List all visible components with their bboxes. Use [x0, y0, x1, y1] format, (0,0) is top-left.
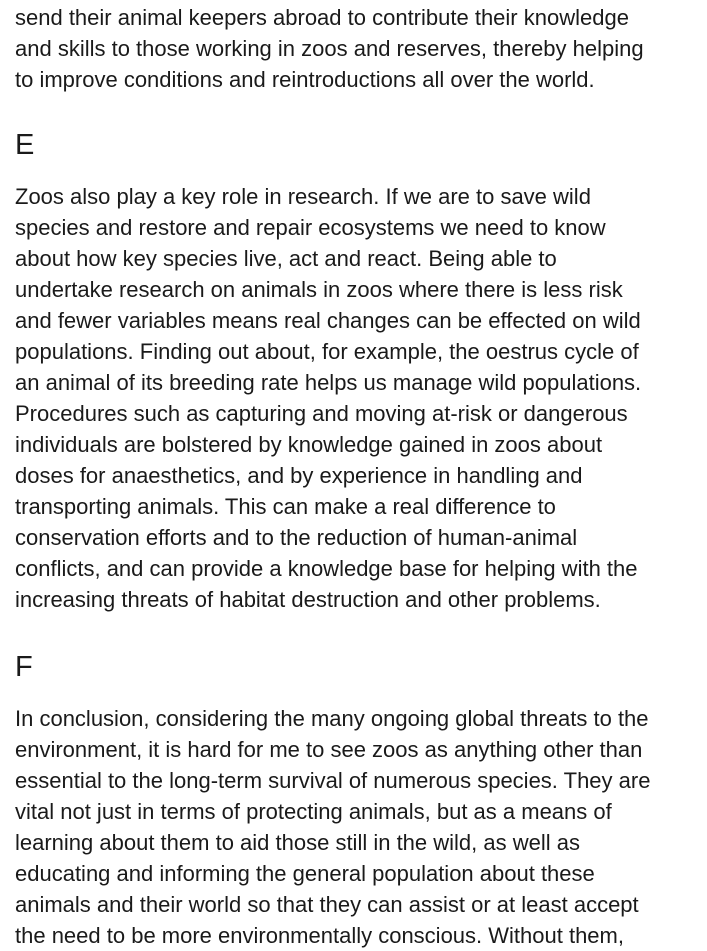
text-line: and fewer variables means real changes can be effected on wild	[15, 308, 641, 333]
text-line: learning about them to aid those still in the wild, as well as	[15, 830, 580, 855]
text-line: about how key species live, act and react. Being able to	[15, 246, 557, 271]
text-line: the need to be more environmentally conscious. Without them,	[15, 923, 624, 948]
text-line: an animal of its breeding rate helps us manage wild populations.	[15, 370, 642, 395]
text-line: individuals are bolstered by knowledge gained in zoos about	[15, 432, 603, 457]
text-line: populations. Finding out about, for example, the oestrus cycle of	[15, 339, 639, 364]
section-f-paragraph	[15, 703, 703, 951]
text-line: Procedures such as capturing and moving at-risk or dangerous	[15, 401, 628, 426]
section-e-paragraph	[15, 181, 703, 615]
text-line: and skills to those working in zoos and reserves, thereby helping	[15, 36, 644, 61]
intro-paragraph	[15, 2, 703, 95]
text-line: animals and their world so that they can assist or at least accept	[15, 892, 639, 917]
text-line: send their animal keepers abroad to contribute their knowledge	[15, 5, 629, 30]
text-line: educating and informing the general population about these	[15, 861, 595, 886]
text-line: transporting animals. This can make a real difference to	[15, 494, 556, 519]
text-line: vital not just in terms of protecting animals, but as a means of	[15, 799, 612, 824]
text-line: conservation efforts and to the reduction of human-animal	[15, 525, 578, 550]
section-heading-e: E	[15, 129, 35, 161]
text-line: environment, it is hard for me to see zoos as anything other than	[15, 737, 643, 762]
text-line: essential to the long-term survival of numerous species. They are	[15, 768, 651, 793]
text-line: undertake research on animals in zoos where there is less risk	[15, 277, 623, 302]
text-line: Zoos also play a key role in research. If we are to save wild	[15, 184, 591, 209]
section-heading-f: F	[15, 651, 33, 683]
article-page	[15, 2, 703, 951]
text-line: doses for anaesthetics, and by experience in handling and	[15, 463, 583, 488]
text-line: conflicts, and can provide a knowledge base for helping with the	[15, 556, 638, 581]
text-line: species and restore and repair ecosystems we need to know	[15, 215, 606, 240]
text-line: to improve conditions and reintroductions all over the world.	[15, 67, 595, 92]
text-line: In conclusion, considering the many ongoing global threats to the	[15, 706, 649, 731]
text-line: increasing threats of habitat destruction and other problems.	[15, 587, 601, 612]
